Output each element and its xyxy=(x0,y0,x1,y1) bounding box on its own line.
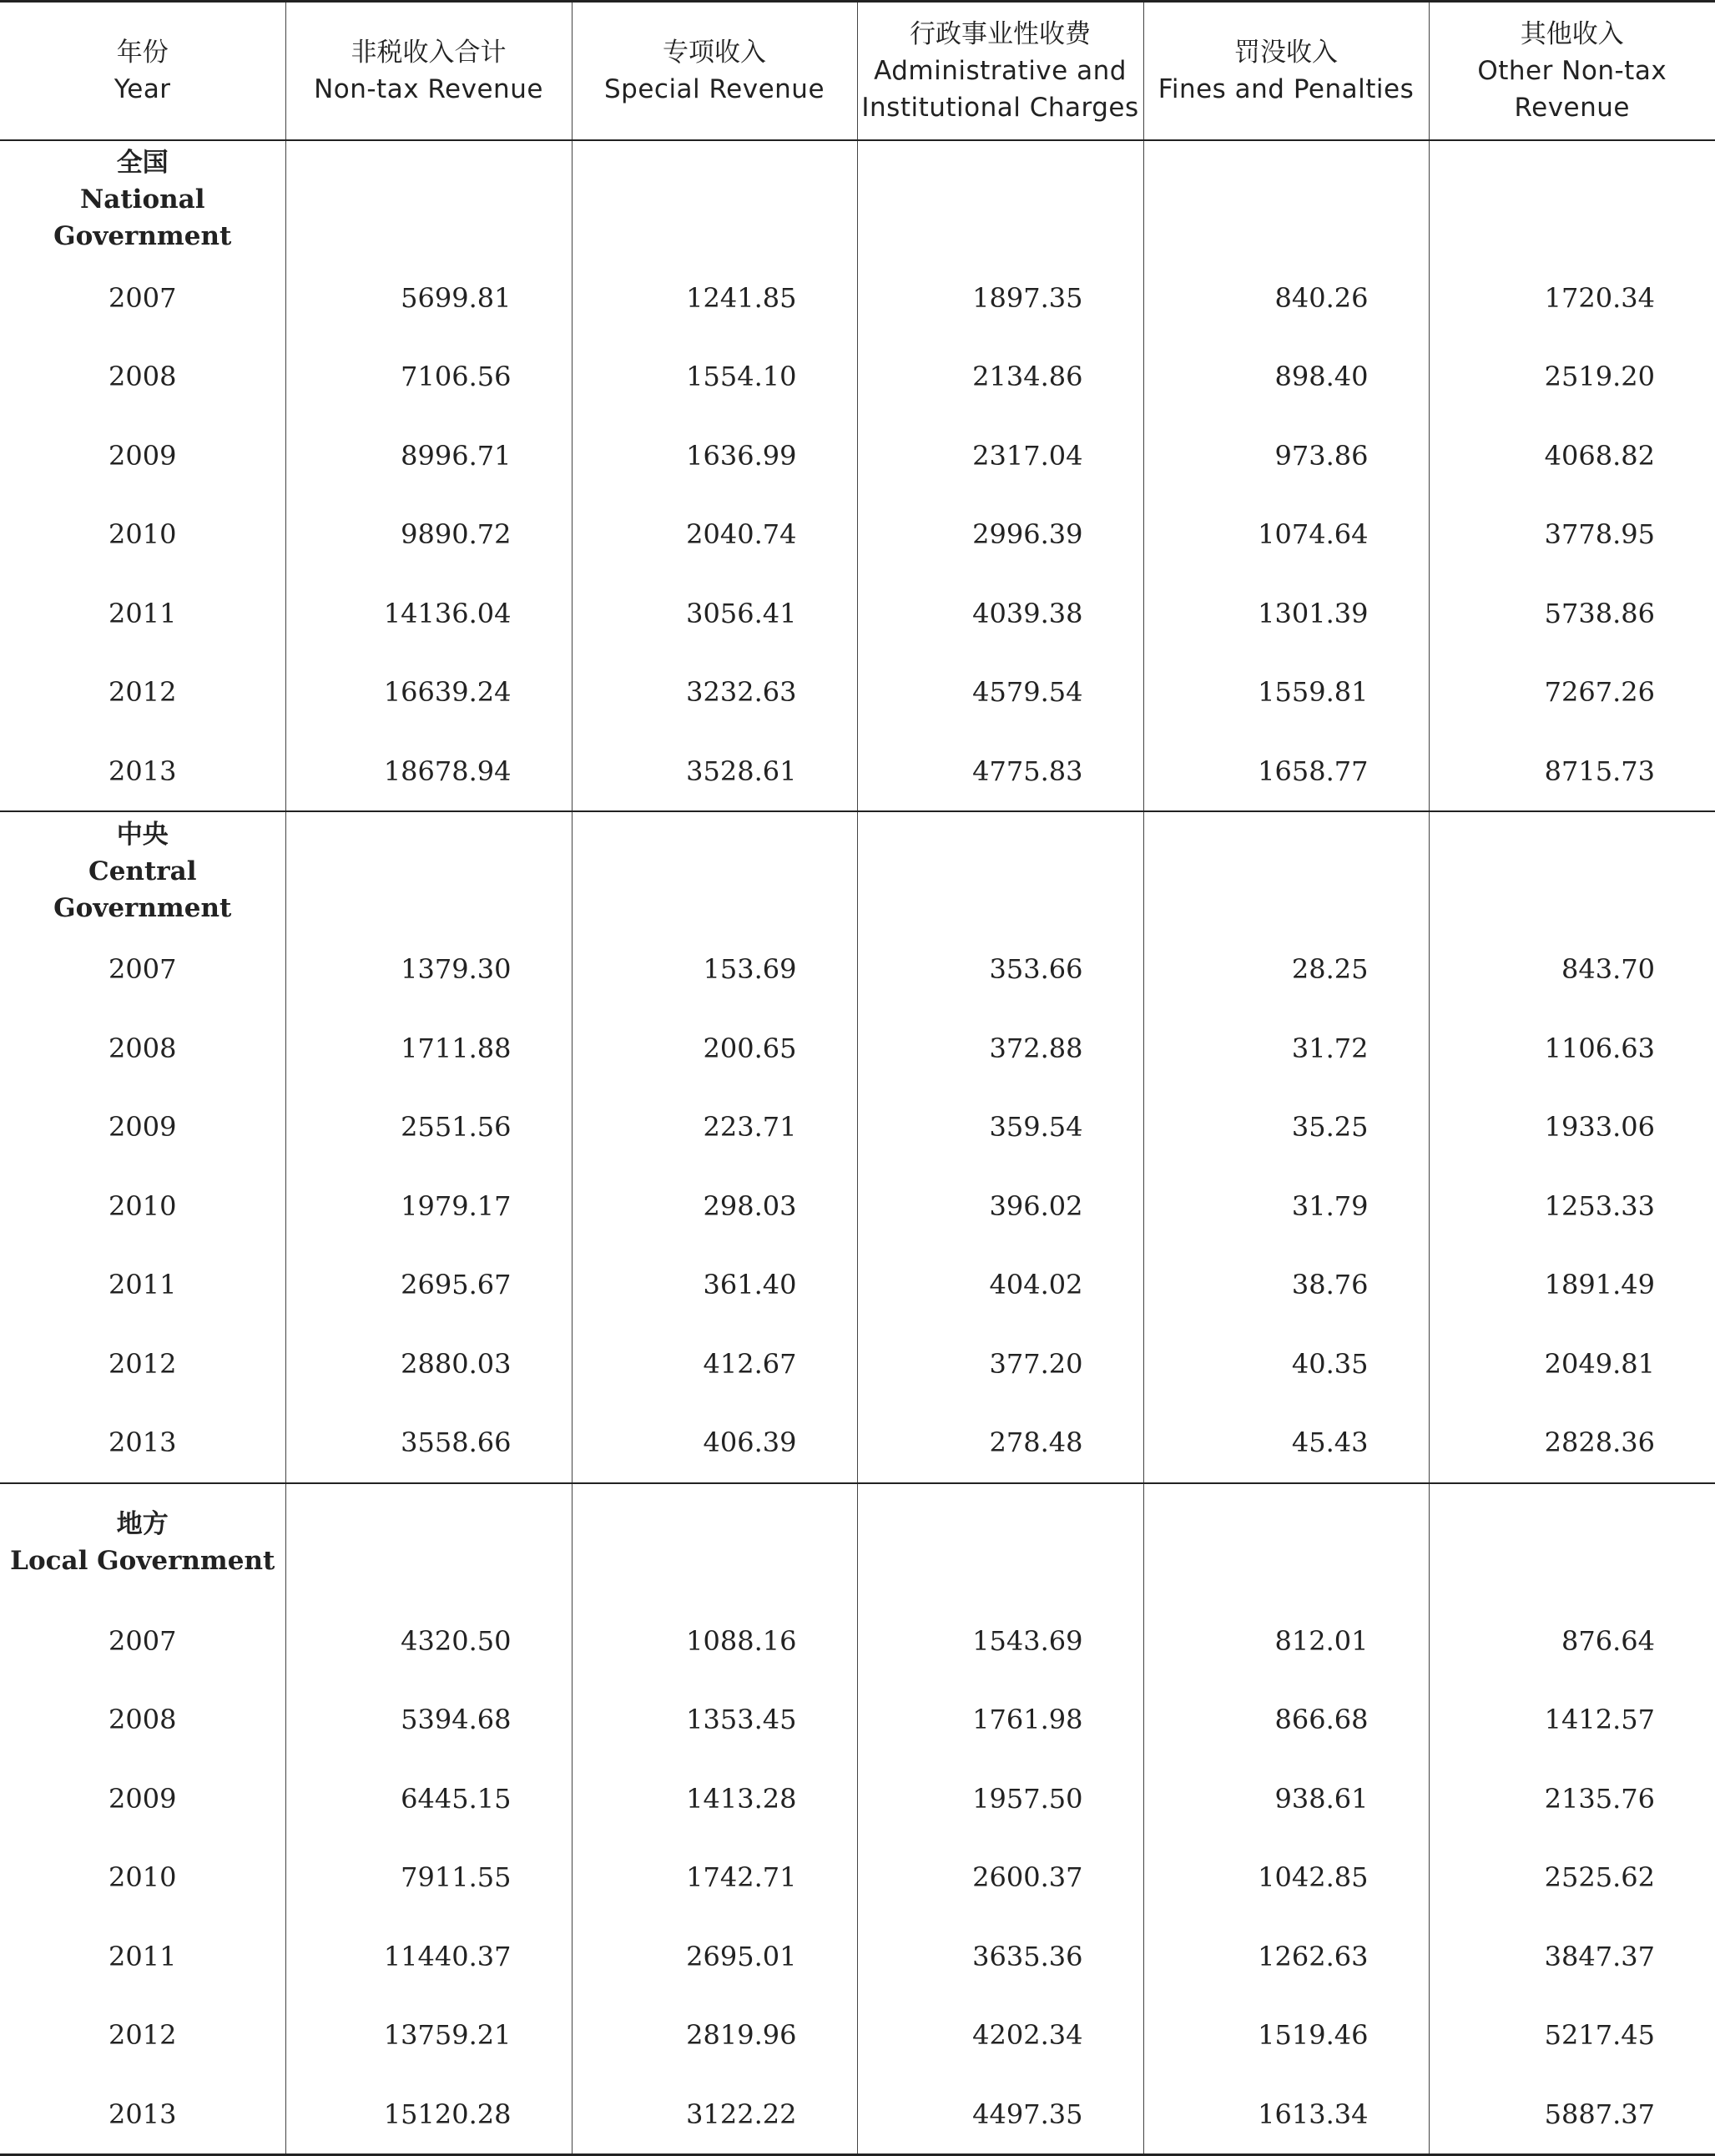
year-cell: 2010 xyxy=(0,1838,285,1917)
value-cell: 15120.28 xyxy=(285,2075,572,2155)
year-cell: 2010 xyxy=(0,495,285,574)
value-cell: 298.03 xyxy=(572,1167,857,1246)
value-cell: 9890.72 xyxy=(285,495,572,574)
table-body xyxy=(0,140,1715,2155)
value-cell: 28.25 xyxy=(1143,930,1429,1009)
table-row xyxy=(0,1917,1715,1997)
empty-cell xyxy=(285,1483,572,1602)
value-cell: 396.02 xyxy=(857,1167,1143,1246)
empty-cell xyxy=(1143,811,1429,930)
header-zh: 罚没收入 xyxy=(1234,37,1338,68)
value-cell: 4039.38 xyxy=(857,574,1143,654)
empty-cell xyxy=(572,140,857,259)
header-en: Administrative and Institutional Charges xyxy=(861,55,1139,123)
table-row xyxy=(0,1403,1715,1483)
section-title-en: Central Government xyxy=(53,856,232,923)
value-cell: 3635.36 xyxy=(857,1917,1143,1997)
value-cell: 4497.35 xyxy=(857,2075,1143,2155)
value-cell: 412.67 xyxy=(572,1325,857,1404)
section-header-row xyxy=(0,1483,1715,1602)
value-cell: 1761.98 xyxy=(857,1680,1143,1760)
section-title-zh: 全国 xyxy=(116,148,169,178)
value-cell: 2551.56 xyxy=(285,1088,572,1167)
value-cell: 4320.50 xyxy=(285,1602,572,1681)
year-cell: 2009 xyxy=(0,417,285,496)
table-row xyxy=(0,1088,1715,1167)
value-cell: 377.20 xyxy=(857,1325,1143,1404)
value-cell: 1379.30 xyxy=(285,930,572,1009)
column-header-non-tax-revenue xyxy=(285,2,572,140)
year-cell: 2012 xyxy=(0,1996,285,2075)
value-cell: 40.35 xyxy=(1143,1325,1429,1404)
empty-cell xyxy=(1429,140,1715,259)
value-cell: 876.64 xyxy=(1429,1602,1715,1681)
header-zh: 其他收入 xyxy=(1520,18,1624,49)
value-cell: 2695.67 xyxy=(285,1245,572,1325)
table-row xyxy=(0,1009,1715,1088)
value-cell: 6445.15 xyxy=(285,1760,572,1839)
section-header-row xyxy=(0,140,1715,259)
value-cell: 38.76 xyxy=(1143,1245,1429,1325)
value-cell: 359.54 xyxy=(857,1088,1143,1167)
value-cell: 14136.04 xyxy=(285,574,572,654)
year-cell: 2013 xyxy=(0,1403,285,1483)
section-title-zh: 地方 xyxy=(116,1509,169,1539)
year-cell: 2007 xyxy=(0,259,285,338)
value-cell: 1720.34 xyxy=(1429,259,1715,338)
year-cell: 2011 xyxy=(0,574,285,654)
empty-cell xyxy=(285,140,572,259)
value-cell: 1412.57 xyxy=(1429,1680,1715,1760)
value-cell: 1897.35 xyxy=(857,259,1143,338)
empty-cell xyxy=(572,811,857,930)
empty-cell xyxy=(1429,1483,1715,1602)
value-cell: 31.79 xyxy=(1143,1167,1429,1246)
year-cell: 2008 xyxy=(0,337,285,417)
table-row xyxy=(0,337,1715,417)
column-header-other-revenue xyxy=(1429,2,1715,140)
year-cell: 2009 xyxy=(0,1760,285,1839)
value-cell: 2600.37 xyxy=(857,1838,1143,1917)
value-cell: 1042.85 xyxy=(1143,1838,1429,1917)
empty-cell xyxy=(1143,1483,1429,1602)
value-cell: 1301.39 xyxy=(1143,574,1429,654)
value-cell: 3528.61 xyxy=(572,732,857,812)
column-header-year xyxy=(0,2,285,140)
column-header-special-revenue xyxy=(572,2,857,140)
empty-cell xyxy=(1429,811,1715,930)
header-row xyxy=(0,2,1715,140)
value-cell: 3056.41 xyxy=(572,574,857,654)
table-row xyxy=(0,1602,1715,1681)
table-row xyxy=(0,1680,1715,1760)
value-cell: 372.88 xyxy=(857,1009,1143,1088)
value-cell: 1711.88 xyxy=(285,1009,572,1088)
column-header-fines-penalties xyxy=(1143,2,1429,140)
value-cell: 1413.28 xyxy=(572,1760,857,1839)
value-cell: 5699.81 xyxy=(285,259,572,338)
value-cell: 5394.68 xyxy=(285,1680,572,1760)
header-zh: 专项收入 xyxy=(663,37,766,68)
value-cell: 2135.76 xyxy=(1429,1760,1715,1839)
value-cell: 4775.83 xyxy=(857,732,1143,812)
year-cell: 2013 xyxy=(0,2075,285,2155)
value-cell: 5887.37 xyxy=(1429,2075,1715,2155)
table-row xyxy=(0,574,1715,654)
year-cell: 2009 xyxy=(0,1088,285,1167)
header-zh: 非税收入合计 xyxy=(351,37,507,68)
value-cell: 2040.74 xyxy=(572,495,857,574)
table-row xyxy=(0,1325,1715,1404)
section-title xyxy=(0,140,285,259)
section-title-en: Local Government xyxy=(10,1546,275,1576)
table-row xyxy=(0,930,1715,1009)
value-cell: 361.40 xyxy=(572,1245,857,1325)
header-en: Fines and Penalties xyxy=(1158,73,1415,104)
year-cell: 2013 xyxy=(0,732,285,812)
year-cell: 2008 xyxy=(0,1680,285,1760)
value-cell: 2880.03 xyxy=(285,1325,572,1404)
year-cell: 2010 xyxy=(0,1167,285,1246)
value-cell: 11440.37 xyxy=(285,1917,572,1997)
table-row xyxy=(0,417,1715,496)
value-cell: 4579.54 xyxy=(857,653,1143,732)
year-cell: 2007 xyxy=(0,930,285,1009)
value-cell: 3847.37 xyxy=(1429,1917,1715,1997)
value-cell: 812.01 xyxy=(1143,1602,1429,1681)
value-cell: 2525.62 xyxy=(1429,1838,1715,1917)
value-cell: 223.71 xyxy=(572,1088,857,1167)
empty-cell xyxy=(1143,140,1429,259)
value-cell: 7267.26 xyxy=(1429,653,1715,732)
value-cell: 1891.49 xyxy=(1429,1245,1715,1325)
table-row xyxy=(0,1167,1715,1246)
table-row xyxy=(0,1838,1715,1917)
year-cell: 2012 xyxy=(0,653,285,732)
value-cell: 1742.71 xyxy=(572,1838,857,1917)
table-row xyxy=(0,1760,1715,1839)
value-cell: 1957.50 xyxy=(857,1760,1143,1839)
value-cell: 2695.01 xyxy=(572,1917,857,1997)
value-cell: 1074.64 xyxy=(1143,495,1429,574)
value-cell: 1636.99 xyxy=(572,417,857,496)
value-cell: 3778.95 xyxy=(1429,495,1715,574)
value-cell: 18678.94 xyxy=(285,732,572,812)
value-cell: 1519.46 xyxy=(1143,1996,1429,2075)
value-cell: 2049.81 xyxy=(1429,1325,1715,1404)
value-cell: 45.43 xyxy=(1143,1403,1429,1483)
value-cell: 1933.06 xyxy=(1429,1088,1715,1167)
value-cell: 7106.56 xyxy=(285,337,572,417)
empty-cell xyxy=(857,140,1143,259)
year-cell: 2011 xyxy=(0,1245,285,1325)
value-cell: 4068.82 xyxy=(1429,417,1715,496)
header-en: Special Revenue xyxy=(603,73,825,104)
section-title-en: National Government xyxy=(53,184,232,251)
value-cell: 1353.45 xyxy=(572,1680,857,1760)
value-cell: 16639.24 xyxy=(285,653,572,732)
value-cell: 1613.34 xyxy=(1143,2075,1429,2155)
value-cell: 278.48 xyxy=(857,1403,1143,1483)
table-row xyxy=(0,2075,1715,2155)
table-row xyxy=(0,1245,1715,1325)
value-cell: 973.86 xyxy=(1143,417,1429,496)
value-cell: 2996.39 xyxy=(857,495,1143,574)
value-cell: 3122.22 xyxy=(572,2075,857,2155)
value-cell: 35.25 xyxy=(1143,1088,1429,1167)
value-cell: 843.70 xyxy=(1429,930,1715,1009)
value-cell: 200.65 xyxy=(572,1009,857,1088)
header-en: Year xyxy=(113,73,171,104)
value-cell: 2134.86 xyxy=(857,337,1143,417)
value-cell: 153.69 xyxy=(572,930,857,1009)
value-cell: 13759.21 xyxy=(285,1996,572,2075)
empty-cell xyxy=(285,811,572,930)
section-title xyxy=(0,811,285,930)
table-row xyxy=(0,653,1715,732)
value-cell: 5738.86 xyxy=(1429,574,1715,654)
value-cell: 1543.69 xyxy=(857,1602,1143,1681)
table-row xyxy=(0,259,1715,338)
value-cell: 2317.04 xyxy=(857,417,1143,496)
empty-cell xyxy=(572,1483,857,1602)
value-cell: 4202.34 xyxy=(857,1996,1143,2075)
value-cell: 406.39 xyxy=(572,1403,857,1483)
value-cell: 7911.55 xyxy=(285,1838,572,1917)
empty-cell xyxy=(857,1483,1143,1602)
value-cell: 353.66 xyxy=(857,930,1143,1009)
section-header-row xyxy=(0,811,1715,930)
value-cell: 8715.73 xyxy=(1429,732,1715,812)
value-cell: 3558.66 xyxy=(285,1403,572,1483)
header-zh: 行政事业性收费 xyxy=(910,18,1091,49)
header-en: Other Non-tax Revenue xyxy=(1477,55,1667,123)
value-cell: 8996.71 xyxy=(285,417,572,496)
value-cell: 2519.20 xyxy=(1429,337,1715,417)
value-cell: 5217.45 xyxy=(1429,1996,1715,2075)
value-cell: 2828.36 xyxy=(1429,1403,1715,1483)
value-cell: 31.72 xyxy=(1143,1009,1429,1088)
value-cell: 404.02 xyxy=(857,1245,1143,1325)
table-row xyxy=(0,495,1715,574)
value-cell: 866.68 xyxy=(1143,1680,1429,1760)
value-cell: 1262.63 xyxy=(1143,1917,1429,1997)
year-cell: 2011 xyxy=(0,1917,285,1997)
table-row xyxy=(0,1996,1715,2075)
table-row xyxy=(0,732,1715,812)
year-cell: 2012 xyxy=(0,1325,285,1404)
empty-cell xyxy=(857,811,1143,930)
value-cell: 1253.33 xyxy=(1429,1167,1715,1246)
value-cell: 2819.96 xyxy=(572,1996,857,2075)
value-cell: 1554.10 xyxy=(572,337,857,417)
value-cell: 1559.81 xyxy=(1143,653,1429,732)
section-title-zh: 中央 xyxy=(116,819,169,850)
value-cell: 938.61 xyxy=(1143,1760,1429,1839)
value-cell: 1088.16 xyxy=(572,1602,857,1681)
header-zh: 年份 xyxy=(116,37,169,68)
year-cell: 2007 xyxy=(0,1602,285,1681)
value-cell: 1979.17 xyxy=(285,1167,572,1246)
column-header-administrative-charges xyxy=(857,2,1143,140)
value-cell: 1241.85 xyxy=(572,259,857,338)
value-cell: 898.40 xyxy=(1143,337,1429,417)
year-cell: 2008 xyxy=(0,1009,285,1088)
value-cell: 3232.63 xyxy=(572,653,857,732)
header-en: Non-tax Revenue xyxy=(314,73,543,104)
section-title xyxy=(0,1483,285,1602)
value-cell: 1106.63 xyxy=(1429,1009,1715,1088)
value-cell: 840.26 xyxy=(1143,259,1429,338)
value-cell: 1658.77 xyxy=(1143,732,1429,812)
